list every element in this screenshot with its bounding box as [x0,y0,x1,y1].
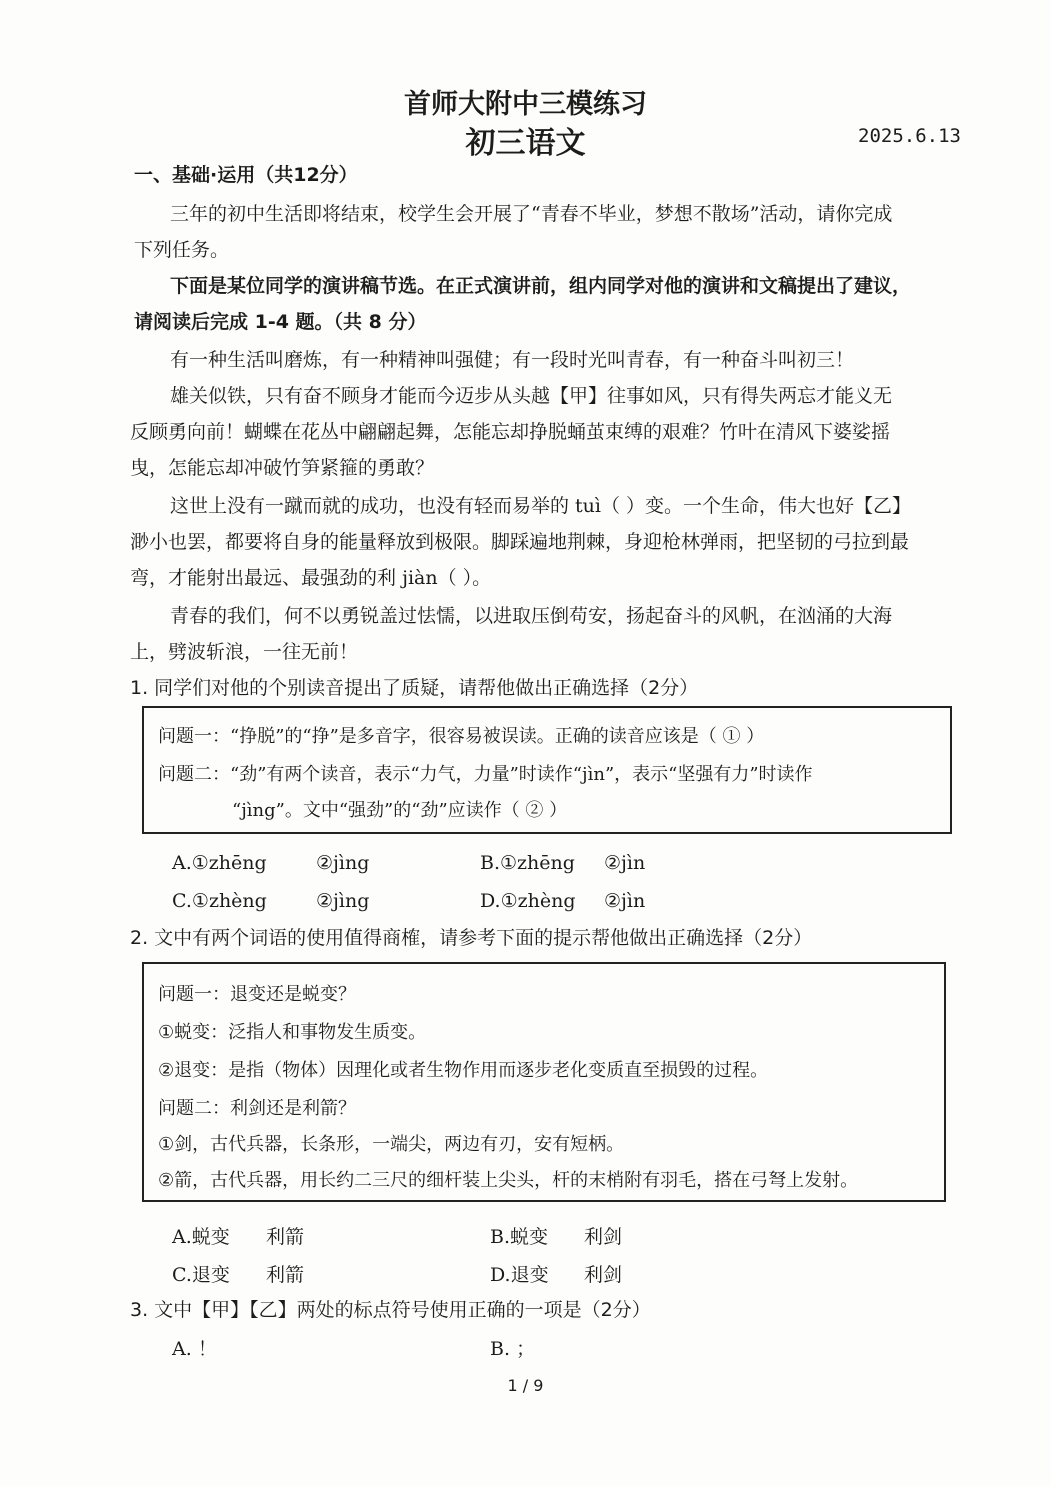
q2-option-d[interactable] [490,1260,549,1287]
q2-option-b-second: 利剑 [584,1226,623,1248]
option-value: ①zhēng [191,852,267,874]
school-title: 首师大附中三模练习 [404,89,647,120]
hint-line: ②箭，古代兵器，用长约二三尺的细杆装上尖头，杆的末梢附有羽毛，搭在弓弩上发射。 [158,1170,859,1191]
section-heading: 一、基础·运用（共12分） [134,164,358,186]
speech-para-4-line-2: 上，劈波斩浪，一往无前！ [130,641,359,663]
q3-option-a[interactable] [172,1334,217,1361]
page-number: 1 / 9 [507,1376,544,1395]
hint-line: ②退变：是指（物体）因理化或者生物作用而逐步老化变质直至损毁的过程。 [158,1060,769,1081]
speech-text: 脱蛹茧束缚的艰难？竹叶在清风下婆娑摇 [548,421,891,443]
speech-para-3-line-2: 渺小也罢，都要将自身的能量释放到极限。脚踩遍地荆棘，身迎枪林弹雨，把坚韧的弓拉到最 [130,531,910,553]
q2-option-a-second: 利箭 [266,1226,305,1248]
dotted-character: 劲 · [339,567,358,589]
option-value: 蜕变 [510,1226,549,1248]
option-letter: A. [172,852,192,874]
speech-para-2-line-3: 曳，怎能忘却冲破竹笋紧箍的勇敢？ [130,457,435,479]
q1-option-c[interactable] [172,890,267,912]
intro-line-1: 三年的初中生活即将结束，校学生会开展了“青春不毕业，梦想不散场”活动，请你完成 [170,203,893,225]
question-1-stem: 1. 同学们对他的个别读音提出了质疑，请帮他做出正确选择（2分） [130,677,699,699]
hint-line: ①剑，古代兵器，长条形，一端尖，两边有刃，安有短柄。 [158,1134,625,1155]
hint-line: ①蜕变：泛指人和事物发生质变。 [158,1022,427,1043]
subject-title: 初三语文 [465,126,586,161]
task-line-1: 下面是某位同学的演讲稿节选。在正式演讲前，组内同学对他的演讲和文稿提出了建议， [170,275,912,297]
q1-option-b[interactable] [480,852,575,874]
q1-option-c-second: ②jìng [316,890,370,912]
speech-para-3-line-3 [130,560,491,596]
option-letter: A. [172,1338,192,1360]
q2-option-c-second: 利箭 [266,1264,305,1286]
option-letter: D. [490,1264,511,1286]
q1-option-a-second: ②jìng [316,852,370,874]
option-letter: B. [490,1226,511,1248]
option-value: ！ [197,1338,217,1360]
hint-line: 问题一：“挣脱”的“挣”是多音字，很容易被误读。正确的读音应该是（ ① ） [158,726,765,747]
hint-line: “jìng”。文中“强劲”的“劲”应读作（ ② ） [232,800,568,821]
option-letter: B. [480,852,501,874]
dotted-character: 挣 · [529,421,548,443]
speech-text: 反顾勇向前！蝴蝶在花丛中翩翩起舞，怎能忘却 [130,421,530,443]
speech-para-2-line-2 [130,414,890,450]
option-value: 退变 [191,1264,230,1286]
option-value: ①zhèng [191,890,267,912]
hint-line: 问题二：利剑还是利箭？ [158,1098,356,1119]
q2-option-a[interactable] [172,1222,230,1249]
option-value: ①zhèng [500,890,576,912]
speech-para-4-line-1: 青春的我们，何不以勇锐盖过怯懦，以进取压倒苟安，扬起奋斗的风帆，在汹涌的大海 [170,605,893,627]
speech-para-1: 有一种生活叫磨炼，有一种精神叫强健；有一段时光叫青春，有一种奋斗叫初三！ [170,349,855,371]
option-letter: D. [480,890,501,912]
option-value: ； [516,1338,536,1360]
speech-text: 弯，才能射出最远、最强 [130,567,340,589]
q2-option-d-second: 利剑 [584,1264,623,1286]
q3-option-b[interactable] [490,1334,535,1361]
q1-option-d[interactable] [480,890,576,912]
option-value: 蜕变 [191,1226,230,1248]
option-letter: C. [172,890,192,912]
option-letter: A. [172,1226,192,1248]
speech-text: 的利 jiàn（ ）。 [358,567,492,589]
option-letter: C. [172,1264,192,1286]
option-value: ①zhēng [500,852,575,874]
hint-line: 问题一：退变还是蜕变？ [158,984,356,1005]
q1-option-b-second: ②jìn [604,852,646,874]
task-line-2: 请阅读后完成 1-4 题。（共 8 分） [134,311,427,333]
intro-line-2: 下列任务。 [134,239,230,261]
question-1-hint-box [142,706,952,834]
question-2-hint-box [142,962,946,1202]
speech-para-2-line-1: 雄关似铁，只有奋不顾身才能而今迈步从头越【甲】往事如风，只有得失两忘才能义无 [170,385,893,407]
exam-date: 2025.6.13 [858,125,961,147]
speech-para-3-line-1: 这世上没有一蹴而就的成功，也没有轻而易举的 tuì（ ）变。一个生命，伟大也好【乙】 [170,495,912,517]
hint-line: 问题二：“劲”有两个读音，表示“力气，力量”时读作“jìn”，表示“坚强有力”时读作 [158,764,813,785]
option-letter: B. [490,1338,511,1360]
question-3-stem: 3. 文中【甲】【乙】两处的标点符号使用正确的一项是（2分） [130,1299,651,1321]
q2-option-c[interactable] [172,1260,230,1287]
question-2-stem: 2. 文中有两个词语的使用值得商榷，请参考下面的提示帮他做出正确选择（2分） [130,927,813,949]
option-value: 退变 [510,1264,549,1286]
q1-option-a[interactable] [172,852,267,874]
q2-option-b[interactable] [490,1222,548,1249]
q1-option-d-second: ②jìn [604,890,646,912]
